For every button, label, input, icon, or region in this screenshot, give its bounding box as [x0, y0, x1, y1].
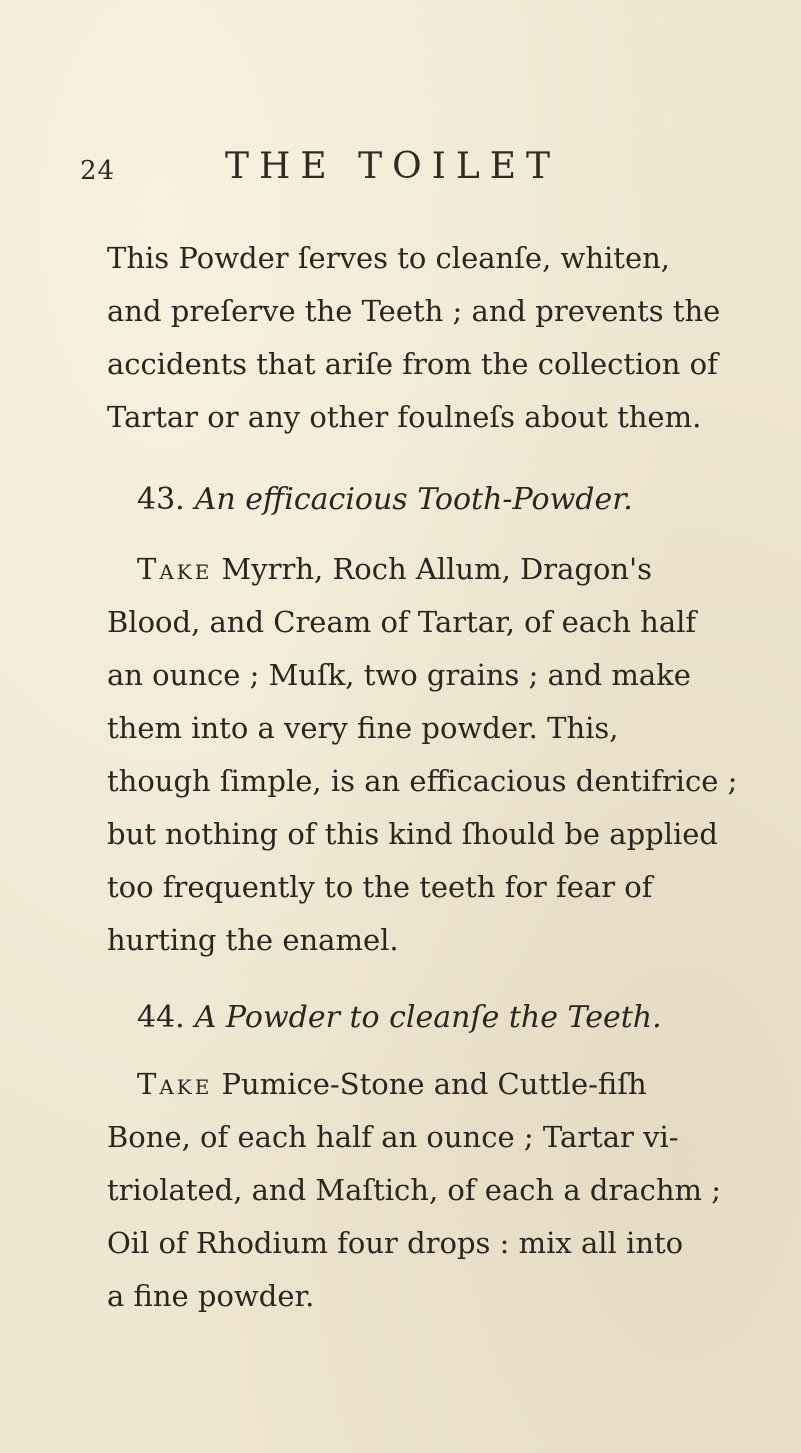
text-fragment: Pumice-Stone and Cuttle-fiſh [212, 1067, 647, 1101]
text-line: an ounce ; Muſk, two grains ; and make [107, 658, 691, 692]
page-number: 24 [80, 156, 116, 186]
recipe-43-body [107, 543, 747, 967]
text-line: and preſerve the Teeth ; and prevents the [107, 294, 721, 328]
text-line: accidents that ariſe from the collection of [107, 347, 718, 381]
recipe-44-title: A Powder to cleanſe the Teeth. [194, 1000, 662, 1035]
lead-word: Take [137, 1067, 213, 1101]
running-head: THE TOILET [225, 146, 561, 187]
recipe-44-number: 44. [137, 1000, 185, 1035]
recipe-44-body [107, 1058, 747, 1323]
text-fragment: Myrrh, Roch Allum, Dragon's [212, 552, 652, 586]
lead-word: Take [137, 552, 213, 586]
text-line: Tartar or any other foulneſs about them. [107, 400, 702, 434]
recipe-43-heading [137, 482, 633, 517]
text-line: triolated, and Maſtich, of each a drachm ; [107, 1173, 722, 1207]
text-line: them into a very fine powder. This, [107, 711, 619, 745]
text-line: though ſimple, is an efficacious dentifrice ; [107, 764, 738, 798]
text-line: Oil of Rhodium four drops : mix all into [107, 1226, 684, 1260]
recipe-43-number: 43. [137, 482, 185, 517]
text-line: but nothing of this kind ſhould be applied [107, 817, 718, 851]
page-header [0, 146, 801, 196]
recipe-44-heading [137, 1000, 662, 1035]
text-line [107, 543, 747, 596]
text-line: too frequently to the teeth for fear of [107, 870, 653, 904]
text-line: Bone, of each half an ounce ; Tartar vi- [107, 1120, 679, 1154]
text-line: This Powder ſerves to cleanſe, whiten, [107, 241, 671, 275]
text-line: Blood, and Cream of Tartar, of each half [107, 605, 697, 639]
text-line: hurting the enamel. [107, 923, 399, 957]
recipe-43-title: An efficacious Tooth-Powder. [194, 482, 633, 517]
text-line [107, 1058, 747, 1111]
intro-paragraph [107, 232, 747, 444]
text-line: a fine powder. [107, 1279, 315, 1313]
